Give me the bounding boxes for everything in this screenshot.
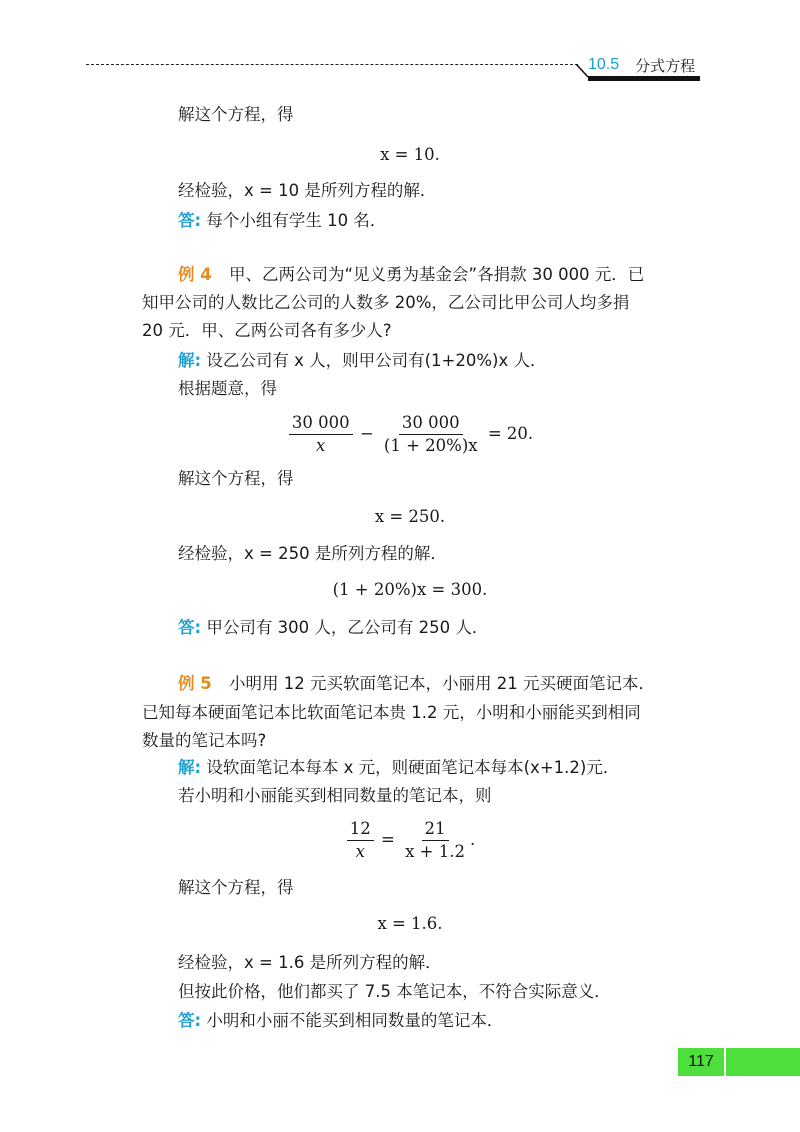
result-equation: x = 250.	[374, 507, 446, 526]
example-4-problem-3: 20 元．甲、乙两公司各有多少人?	[142, 321, 392, 340]
header-bar	[588, 76, 700, 81]
solution-text: 设乙公司有 x 人，则甲公司有(1+20%)x 人．	[206, 351, 547, 370]
example-5-line-1	[178, 673, 655, 695]
example-5-problem-1: 小明用 12 元买软面笔记本，小丽用 21 元买硬面笔记本．	[228, 674, 655, 693]
answer-text: 小明和小丽不能买到相同数量的笔记本．	[206, 1011, 504, 1030]
example-4-problem-1: 甲、乙两公司为“见义勇为基金会”各捐款 30 000 元．已	[228, 265, 645, 284]
answer-label: 答:	[178, 618, 202, 637]
result-equation: x = 10.	[380, 145, 440, 164]
check-text: 经检验，x = 10 是所列方程的解．	[178, 181, 437, 200]
answer-line	[178, 1010, 503, 1032]
page-number: 117	[678, 1048, 724, 1076]
according-text: 根据题意，得	[178, 379, 277, 398]
example-4-line-1	[178, 264, 644, 286]
solve-text: 解这个方程，得	[178, 105, 294, 124]
fraction-2: $\frac{30 000}{(1 + 20\%)x}$	[383, 413, 478, 455]
example-4-equation: $\frac{30 000}{x}$ − $\frac{30 000}{(1 + 20\%)x}$ = 20.	[240, 412, 580, 456]
answer-label: 答:	[178, 211, 202, 230]
solution-label: 解:	[178, 758, 202, 777]
fraction-1: $\frac{12}{x}$	[347, 819, 374, 862]
note-text: 但按此价格，他们都买了 7.5 本笔记本，不符合实际意义．	[178, 982, 611, 1001]
fraction-2: $\frac{21}{x + 1.2}$	[405, 819, 465, 861]
condition-text: 若小明和小丽能买到相同数量的笔记本，则	[178, 786, 492, 805]
header-dashed-rule	[86, 64, 578, 65]
solve-text: 解这个方程，得	[178, 469, 294, 488]
fraction-1: $\frac{30 000}{x}$	[289, 413, 353, 456]
example-5-label: 例 5	[178, 674, 212, 693]
example-4-label: 例 4	[178, 265, 212, 284]
result-equation: x = 1.6.	[377, 914, 443, 933]
example-5-solution-line	[178, 757, 619, 779]
section-number: 10.5	[588, 56, 620, 73]
compute-equation: (1 + 20%)x = 300.	[332, 580, 488, 599]
solve-text: 解这个方程，得	[178, 878, 294, 897]
answer-line	[178, 617, 488, 639]
section-title: 分式方程	[635, 56, 696, 75]
page-number-bar	[726, 1048, 800, 1076]
check-text: 经检验，x = 250 是所列方程的解．	[178, 544, 447, 563]
solution-label: 解:	[178, 351, 202, 370]
example-5-problem-3: 数量的笔记本吗?	[142, 731, 267, 750]
example-4-problem-2: 知甲公司的人数比乙公司的人数多 20%，乙公司比甲公司人均多捐	[142, 293, 630, 312]
answer-text: 每个小组有学生 10 名．	[206, 211, 387, 230]
example-5-problem-2: 已知每本硬面笔记本比软面笔记本贵 1.2 元，小明和小丽能买到相同	[142, 703, 641, 722]
example-4-solution-line	[178, 350, 547, 372]
answer-text: 甲公司有 300 人，乙公司有 250 人．	[206, 618, 489, 637]
answer-label: 答:	[178, 1011, 202, 1030]
solution-text: 设软面笔记本每本 x 元，则硬面笔记本每本(x+1.2)元．	[206, 758, 620, 777]
answer-line	[178, 210, 386, 232]
running-header	[588, 54, 695, 76]
example-5-equation: $\frac{12}{x}$ = $\frac{21}{x + 1.2}$ .	[300, 818, 520, 862]
check-text: 经检验，x = 1.6 是所列方程的解．	[178, 953, 442, 972]
